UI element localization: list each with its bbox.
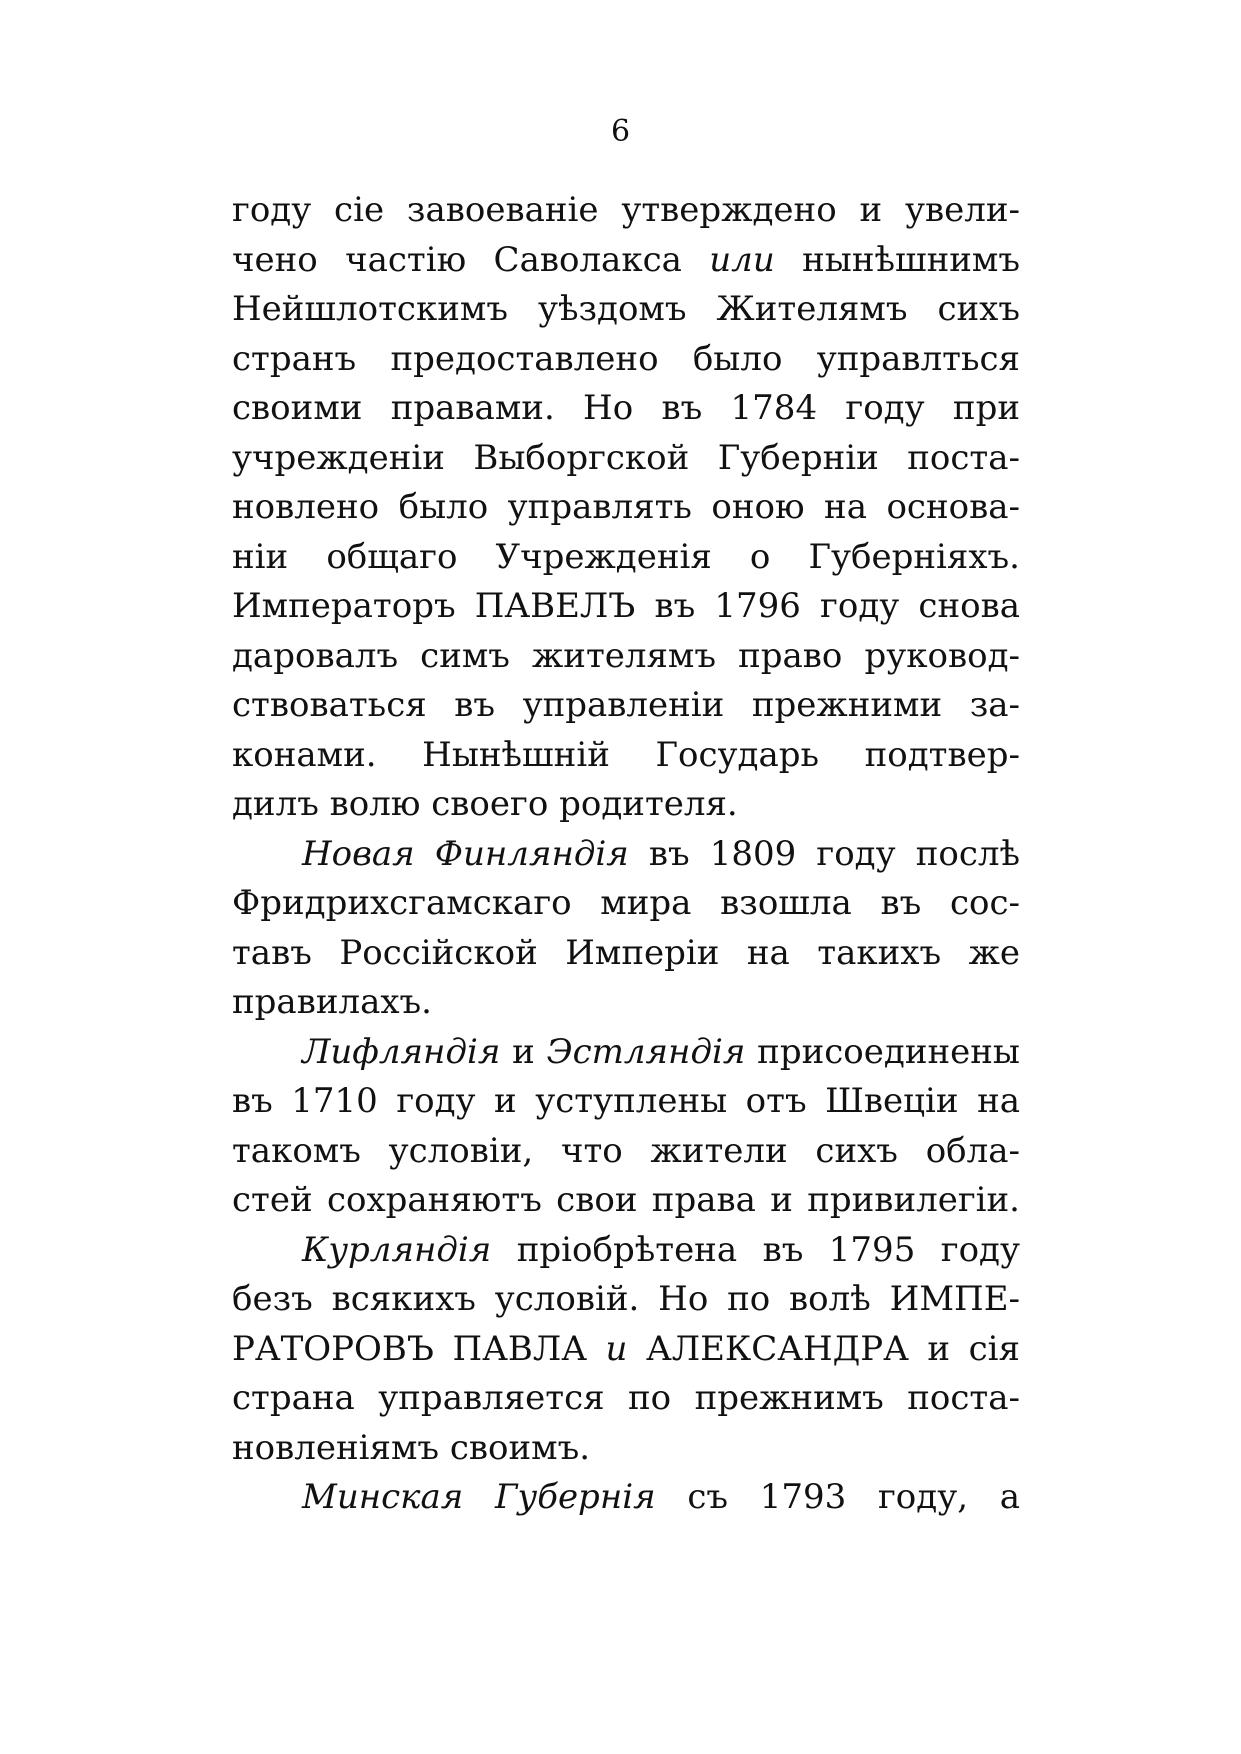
text-run: АЛЕКСАНДРА и сія	[627, 1328, 1021, 1369]
text-line	[232, 1127, 1020, 1177]
text-line	[232, 780, 1020, 830]
italic-text: Новая Финляндія	[302, 833, 629, 874]
italic-text: Эстляндія	[546, 1031, 746, 1072]
text-line	[232, 533, 1020, 583]
text-run: конами. Нынѣшній Государь подтвер-	[232, 734, 1020, 775]
text-run: даровалъ симъ жителямъ право руковод-	[232, 635, 1020, 676]
text-run: стей сохраняютъ свои права и привилегіи.	[232, 1180, 1020, 1220]
text-run: безъ всякихъ условій. Но по волѣ ИМПЕ-	[232, 1279, 1020, 1319]
text-run: новленіямъ своимъ.	[232, 1427, 591, 1468]
text-run: РАТОРОВЪ ПАВЛА	[232, 1328, 606, 1369]
text-run: въ 1809 году послѣ	[628, 833, 1020, 874]
text-line	[232, 384, 1020, 434]
text-line	[232, 186, 1020, 236]
text-run: чено частію Саволакса	[232, 239, 710, 280]
text-run: новлено было управлять оною на основа-	[232, 487, 1020, 527]
text-run: съ 1793 году, а	[655, 1477, 1020, 1517]
italic-text: Лифляндія	[302, 1031, 501, 1072]
text-run: дилъ волю своего родителя.	[232, 784, 738, 824]
text-run: Нейшлотскимъ уѣздомъ Жителямъ сихъ	[232, 289, 1020, 329]
text-line	[232, 1374, 1020, 1424]
text-run: въ 1710 году и уступлены отъ Швеціи на	[232, 1081, 1020, 1121]
text-line	[232, 582, 1020, 632]
text-line	[232, 1226, 1020, 1276]
text-run: страна управляется по прежнимъ поста-	[232, 1378, 1020, 1418]
text-line	[232, 681, 1020, 731]
text-run: Императоръ ПАВЕЛЪ въ 1796 году снова	[232, 586, 1020, 626]
text-line	[232, 929, 1020, 979]
text-run: учрежденіи Выборгской Губерніи поста-	[232, 437, 1020, 478]
text-line	[232, 1424, 1020, 1474]
text-run: году сіе завоеваніе утверждено и увели-	[232, 190, 1020, 230]
text-run: ствоваться въ управленіи прежними за-	[232, 685, 1020, 725]
text-line	[232, 879, 1020, 929]
text-line	[232, 978, 1020, 1028]
text-line	[232, 830, 1020, 880]
text-run: ніи общаго Учрежденія о Губерніяхъ.	[232, 536, 1020, 577]
italic-text: Курляндія	[302, 1229, 492, 1270]
text-run: присоединены	[745, 1031, 1020, 1072]
text-line	[232, 335, 1020, 385]
text-line	[232, 1275, 1020, 1325]
text-run: Фридрихсгамскаго мира взошла въ сос-	[232, 883, 1020, 923]
text-line	[232, 1077, 1020, 1127]
text-run: нынѣшнимъ	[774, 239, 1021, 280]
text-run: тавъ Россійской Имперіи на такихъ же	[232, 932, 1020, 973]
body-text	[232, 186, 1020, 1523]
page-number: 6	[610, 114, 631, 149]
text-run: правилахъ.	[232, 982, 432, 1022]
text-line	[232, 285, 1020, 335]
italic-text: или	[709, 239, 775, 280]
text-run: пріобрѣтена въ 1795 году	[491, 1229, 1020, 1270]
italic-text: и	[605, 1328, 628, 1369]
italic-text: Минская Губернія	[302, 1477, 656, 1517]
text-run: странъ предоставлено было управлться	[232, 338, 1020, 379]
text-line	[232, 434, 1020, 484]
text-line	[232, 1325, 1020, 1375]
text-line	[232, 1176, 1020, 1226]
text-line	[232, 731, 1020, 781]
text-line	[232, 483, 1020, 533]
text-line	[232, 1028, 1020, 1078]
text-run: и	[500, 1031, 547, 1072]
text-run: своими правами. Но въ 1784 году при	[232, 388, 1020, 428]
text-line	[232, 236, 1020, 286]
text-line	[232, 1473, 1020, 1523]
text-run: такомъ условіи, что жители сихъ обла-	[232, 1130, 1020, 1171]
text-line	[232, 632, 1020, 682]
